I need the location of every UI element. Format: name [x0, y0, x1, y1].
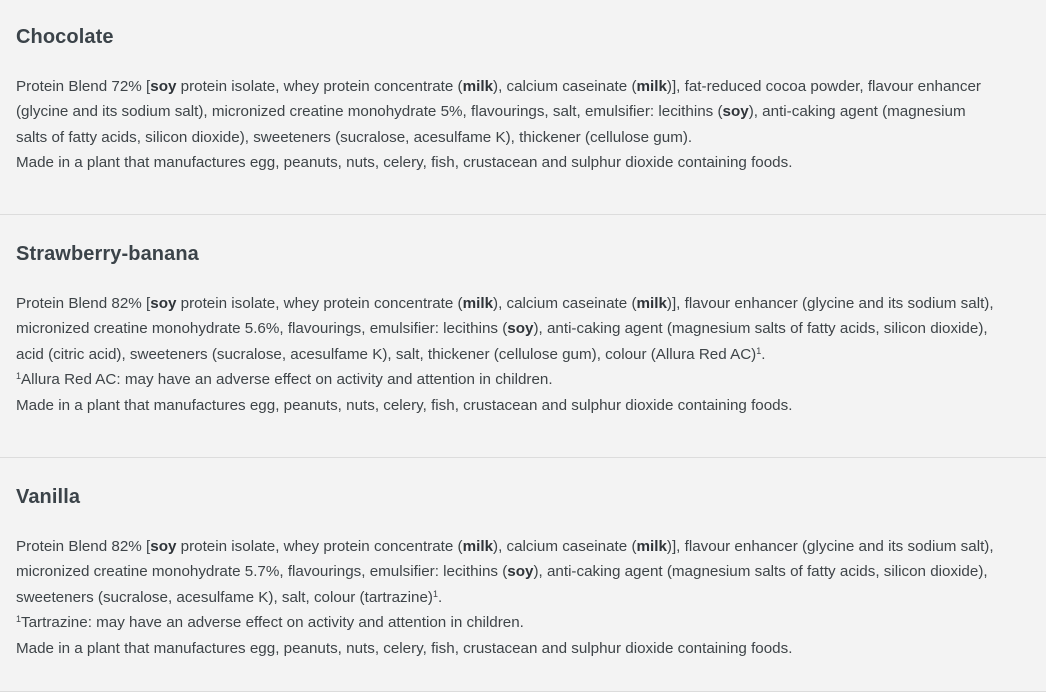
- text-segment: acid (citric acid), sweeteners (sucralose, acesulfame K), salt, thickener (cellulose gum), colour (Allura Red AC): [16, 345, 757, 363]
- text-segment: Made in a plant that manufactures egg, peanuts, nuts, celery, fish, crustacean and sulphur dioxide containing foods.: [16, 154, 793, 172]
- text-segment: protein isolate, whey protein concentrate (: [176, 538, 463, 555]
- text-line: [16, 291, 1030, 316]
- allergen-highlight: soy: [150, 538, 177, 555]
- text-segment: Protein Blend 82% [: [16, 295, 151, 312]
- text-segment: ), anti-caking agent (magnesium: [748, 103, 966, 121]
- text-segment: Protein Blend 82% [: [16, 538, 151, 555]
- text-segment: protein isolate, whey protein concentrate (: [176, 295, 463, 312]
- text-segment: Made in a plant that manufactures egg, peanuts, nuts, celery, fish, crustacean and sulphur dioxide containing foods.: [16, 396, 793, 414]
- text-line: [16, 534, 1030, 559]
- text-line: [16, 316, 1030, 341]
- footnote-marker: 1: [756, 345, 762, 356]
- text-line: [16, 585, 1030, 610]
- text-segment: ), calcium caseinate (: [493, 295, 637, 312]
- allergen-highlight: milk: [462, 78, 494, 95]
- text-segment: )], flavour enhancer (glycine and its sodium salt),: [666, 295, 994, 312]
- footnote-marker: 1: [432, 588, 438, 599]
- text-segment: Tartrazine: may have an adverse effect on activity and attention in children.: [21, 614, 524, 632]
- text-segment: .: [438, 588, 443, 606]
- section-title: Strawberry-banana: [16, 243, 199, 265]
- allergen-highlight: milk: [636, 78, 667, 95]
- text-segment: sweeteners (sucralose, acesulfame K), salt, colour (tartrazine): [16, 588, 433, 606]
- text-segment: micronized creatine monohydrate 5.7%, flavourings, emulsifier: lecithins (: [16, 563, 508, 581]
- allergen-highlight: soy: [722, 103, 749, 121]
- product-section-vanilla: [0, 458, 1046, 692]
- text-line: [16, 150, 1030, 175]
- text-segment: ), calcium caseinate (: [493, 538, 637, 555]
- text-segment: ), anti-caking agent (magnesium salts of fatty acids, silicon dioxide),: [533, 320, 988, 338]
- text-line: [16, 125, 1030, 150]
- allergen-highlight: soy: [150, 78, 177, 95]
- text-line: [16, 367, 1030, 392]
- allergen-highlight: soy: [507, 320, 534, 338]
- text-line: [16, 74, 1030, 99]
- text-segment: ), anti-caking agent (magnesium salts of fatty acids, silicon dioxide),: [533, 563, 988, 581]
- text-segment: micronized creatine monohydrate 5.6%, flavourings, emulsifier: lecithins (: [16, 320, 508, 338]
- allergen-highlight: soy: [507, 563, 534, 581]
- text-segment: )], flavour enhancer (glycine and its sodium salt),: [666, 538, 994, 555]
- text-segment: )], fat-reduced cocoa powder, flavour enhancer: [666, 78, 981, 95]
- text-segment: Made in a plant that manufactures egg, peanuts, nuts, celery, fish, crustacean and sulphur dioxide containing foods.: [16, 639, 793, 657]
- text-line: [16, 393, 1030, 418]
- footnote-marker: 1: [16, 614, 22, 625]
- text-line: [16, 99, 1030, 124]
- allergen-highlight: milk: [462, 295, 494, 312]
- ingredients-text: [16, 534, 1030, 661]
- text-segment: Allura Red AC: may have an adverse effect on activity and attention in children.: [21, 371, 553, 389]
- allergen-highlight: milk: [636, 295, 667, 312]
- text-segment: protein isolate, whey protein concentrate (: [176, 78, 463, 95]
- ingredients-text: [16, 74, 1030, 176]
- text-segment: Protein Blend 72% [: [16, 78, 151, 95]
- allergen-highlight: milk: [462, 538, 494, 555]
- product-section-strawberry-banana: [0, 215, 1046, 458]
- section-title: Chocolate: [16, 26, 114, 48]
- allergen-highlight: milk: [636, 538, 667, 555]
- text-segment: salts of fatty acids, silicon dioxide), sweeteners (sucralose, acesulfame K), thickener (cellulose gum).: [16, 128, 693, 146]
- product-section-chocolate: [0, 0, 1046, 215]
- text-segment: (glycine and its sodium salt), micronized creatine monohydrate 5%, flavourings, salt, emulsifier: lecithins (: [16, 103, 723, 121]
- footnote-marker: 1: [16, 371, 22, 382]
- section-title: Vanilla: [16, 486, 81, 508]
- text-line: [16, 559, 1030, 584]
- text-line: [16, 342, 1030, 367]
- text-line: [16, 610, 1030, 635]
- ingredients-text: [16, 291, 1030, 418]
- text-line: [16, 636, 1030, 661]
- allergen-highlight: soy: [150, 295, 177, 312]
- text-segment: ), calcium caseinate (: [493, 78, 637, 95]
- text-segment: .: [761, 345, 766, 363]
